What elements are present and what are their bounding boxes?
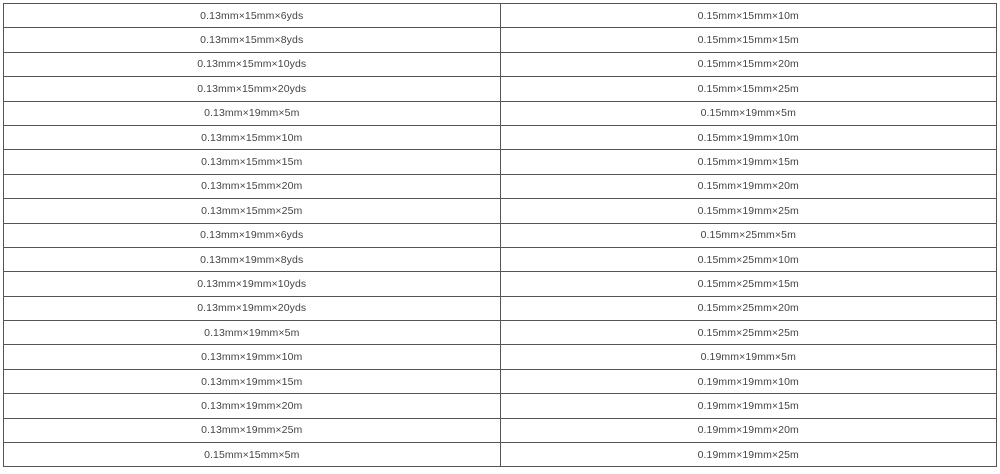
spec-cell-left: 0.13mm×15mm×8yds [4,28,501,52]
spec-cell-right: 0.15mm×25mm×10m [500,247,997,271]
spec-cell-right: 0.15mm×19mm×25m [500,199,997,223]
table-row [4,199,997,223]
spec-cell-right: 0.15mm×15mm×15m [500,28,997,52]
table-row [4,52,997,76]
spec-cell-left: 0.13mm×19mm×10yds [4,272,501,296]
table-row [4,345,997,369]
spec-cell-right: 0.15mm×19mm×15m [500,150,997,174]
spec-cell-left: 0.13mm×19mm×8yds [4,247,501,271]
spec-cell-left: 0.13mm×19mm×5m [4,321,501,345]
table-row [4,272,997,296]
table-row [4,4,997,28]
spec-cell-left: 0.15mm×15mm×5m [4,443,501,467]
spec-table-body [4,4,997,467]
table-row [4,321,997,345]
table-row [4,394,997,418]
spec-cell-right: 0.15mm×25mm×15m [500,272,997,296]
spec-cell-right: 0.19mm×19mm×15m [500,394,997,418]
spec-cell-left: 0.13mm×19mm×20m [4,394,501,418]
spec-cell-right: 0.15mm×19mm×20m [500,174,997,198]
spec-cell-right: 0.15mm×25mm×20m [500,296,997,320]
table-row [4,223,997,247]
spec-cell-left: 0.13mm×19mm×5m [4,101,501,125]
spec-table [3,3,997,467]
spec-cell-right: 0.15mm×25mm×25m [500,321,997,345]
spec-cell-left: 0.13mm×15mm×10yds [4,52,501,76]
table-row [4,443,997,467]
table-row [4,174,997,198]
spec-cell-left: 0.13mm×19mm×6yds [4,223,501,247]
table-row [4,125,997,149]
spec-cell-right: 0.15mm×15mm×25m [500,77,997,101]
spec-cell-left: 0.13mm×19mm×25m [4,418,501,442]
spec-cell-right: 0.19mm×19mm×25m [500,443,997,467]
spec-cell-left: 0.13mm×15mm×6yds [4,4,501,28]
table-row [4,101,997,125]
table-row [4,369,997,393]
table-row [4,296,997,320]
spec-cell-right: 0.19mm×19mm×10m [500,369,997,393]
spec-cell-left: 0.13mm×19mm×20yds [4,296,501,320]
spec-cell-left: 0.13mm×15mm×10m [4,125,501,149]
table-row [4,247,997,271]
table-row [4,150,997,174]
spec-cell-left: 0.13mm×19mm×15m [4,369,501,393]
spec-cell-left: 0.13mm×15mm×25m [4,199,501,223]
spec-cell-left: 0.13mm×15mm×20m [4,174,501,198]
spec-cell-right: 0.15mm×25mm×5m [500,223,997,247]
table-row [4,28,997,52]
spec-cell-right: 0.15mm×19mm×10m [500,125,997,149]
spec-cell-right: 0.15mm×15mm×10m [500,4,997,28]
spec-cell-left: 0.13mm×15mm×15m [4,150,501,174]
table-row [4,77,997,101]
spec-cell-right: 0.19mm×19mm×5m [500,345,997,369]
spec-cell-right: 0.15mm×15mm×20m [500,52,997,76]
spec-cell-right: 0.15mm×19mm×5m [500,101,997,125]
spec-cell-left: 0.13mm×19mm×10m [4,345,501,369]
spec-cell-right: 0.19mm×19mm×20m [500,418,997,442]
spec-cell-left: 0.13mm×15mm×20yds [4,77,501,101]
table-row [4,418,997,442]
